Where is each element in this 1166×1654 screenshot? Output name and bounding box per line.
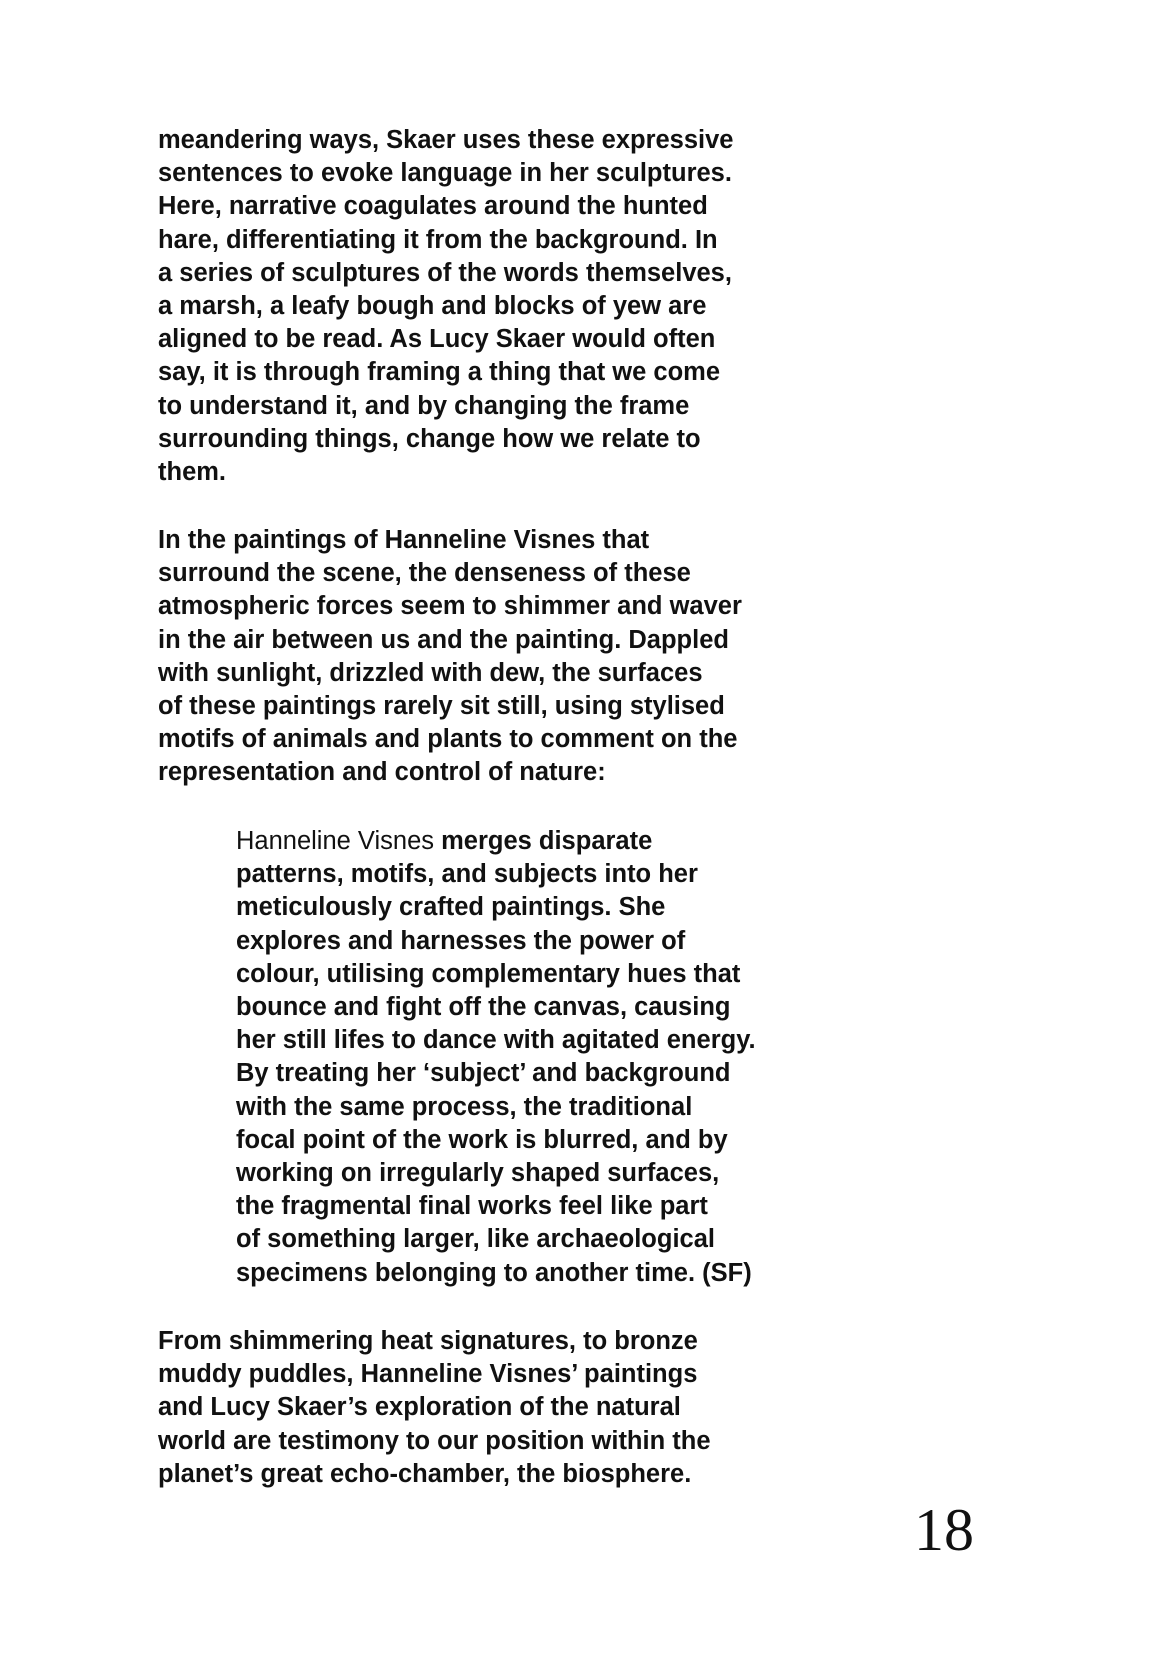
text-line: with sunlight, drizzled with dew, the surfaces xyxy=(158,658,703,687)
text-line: colour, utilising complementary hues that xyxy=(236,959,741,988)
quote-artist-name: Hanneline Visnes xyxy=(236,827,434,855)
text-line: muddy puddles, Hanneline Visnes’ paintings xyxy=(158,1360,698,1389)
text-line: a series of sculptures of the words themselves, xyxy=(158,258,732,287)
text-line: her still lifes to dance with agitated energy. xyxy=(236,1026,756,1055)
text-line: meandering ways, Skaer uses these expressive xyxy=(158,126,734,154)
paragraph-closing xyxy=(158,1325,711,1491)
text-line: of something larger, like archaeological xyxy=(236,1225,715,1254)
text-line: say, it is through framing a thing that we come xyxy=(158,358,721,387)
text-line: world are testimony to our position within the xyxy=(158,1426,711,1455)
text-line: planet’s great echo-chamber, the biosphere. xyxy=(158,1459,692,1488)
text-line xyxy=(236,825,756,858)
text-line: Here, narrative coagulates around the hunted xyxy=(158,192,708,221)
text-line: representation and control of nature: xyxy=(158,758,606,787)
text-line: explores and harnesses the power of xyxy=(236,926,686,955)
text-line: surround the scene, the denseness of these xyxy=(158,559,691,588)
text-line: atmospheric forces seem to shimmer and waver xyxy=(158,592,742,621)
text-line: and Lucy Skaer’s exploration of the natural xyxy=(158,1393,681,1422)
text-line: focal point of the work is blurred, and by xyxy=(236,1125,728,1154)
text-line: the fragmental final works feel like part xyxy=(236,1192,708,1221)
text-line: of these paintings rarely sit still, using stylised xyxy=(158,692,725,721)
text-line: sentences to evoke language in her sculptures. xyxy=(158,159,732,188)
page-number: 18 xyxy=(914,1497,974,1563)
text-line: a marsh, a leafy bough and blocks of yew are xyxy=(158,292,707,321)
text-line: specimens belonging to another time. (SF) xyxy=(236,1258,752,1287)
text-line: patterns, motifs, and subjects into her xyxy=(236,860,698,889)
text-line: working on irregularly shaped surfaces, xyxy=(236,1159,720,1188)
text-line: meticulously crafted paintings. She xyxy=(236,893,666,922)
text-line: them. xyxy=(158,458,227,487)
text-line: surrounding things, change how we relate to xyxy=(158,424,701,453)
text-line: From shimmering heat signatures, to bronze xyxy=(158,1327,698,1355)
text-line: with the same process, the traditional xyxy=(236,1092,693,1121)
text-line: aligned to be read. As Lucy Skaer would often xyxy=(158,325,716,354)
text-line: to understand it, and by changing the frame xyxy=(158,391,690,420)
quote-first-line: merges disparate xyxy=(441,827,653,855)
text-line: hare, differentiating it from the background. In xyxy=(158,225,718,254)
text-line: in the air between us and the painting. Dappled xyxy=(158,625,729,654)
block-quote xyxy=(236,825,756,1290)
text-line: bounce and fight off the canvas, causing xyxy=(236,993,731,1022)
text-line: In the paintings of Hanneline Visnes that xyxy=(158,526,650,554)
text-line: motifs of animals and plants to comment on the xyxy=(158,725,738,754)
paragraph-skaer xyxy=(158,124,734,489)
paragraph-visnes xyxy=(158,524,742,790)
text-line: By treating her ‘subject’ and background xyxy=(236,1059,731,1088)
